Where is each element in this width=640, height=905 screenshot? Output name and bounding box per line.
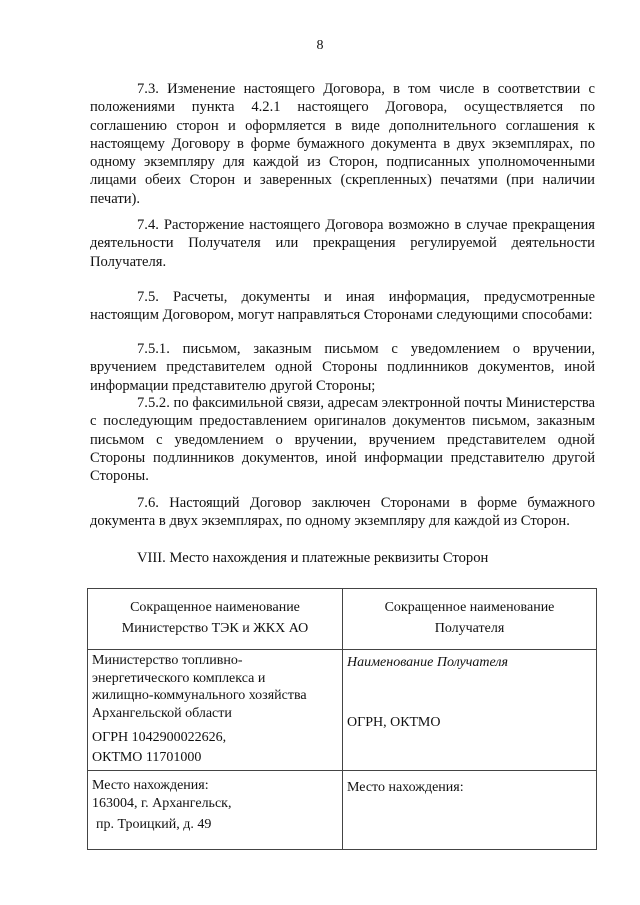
ministry-name-line-4: Архангельской области — [92, 705, 232, 721]
recipient-location-cell — [343, 771, 597, 850]
paragraph-7-5-2: 7.5.2. по факсимильной связи, адресам электронной почты Министерства с последующим предоставлением оригиналов документов письмом, заказным письмом с уведомлением о вручении, вручением представителем одной Стороны подлинников документов, иной информации представителю другой Стороны. — [90, 395, 595, 485]
table-row — [88, 589, 597, 650]
header-right-line-1: Сокращенное наименование — [384, 600, 555, 615]
paragraph-7-4: 7.4. Расторжение настоящего Договора возможно в случае прекращения деятельности Получателя или прекращения регулируемой деятельности Получателя. — [90, 217, 595, 270]
section-heading: VIII. Место нахождения и платежные реквизиты Сторон — [137, 550, 489, 566]
table-row — [88, 650, 597, 771]
table-row — [88, 771, 597, 850]
paragraph-7-5-1: 7.5.1. письмом, заказным письмом с уведомлением о вручении, вручением представителем одной Стороны подлинников документов, иной информации представителю другой Стороны; — [90, 341, 595, 394]
header-cell-ministry — [88, 589, 343, 650]
header-left-line-2: Министерство ТЭК и ЖКХ АО — [121, 620, 309, 636]
header-cell-recipient — [343, 589, 597, 650]
paragraph-7-6: 7.6. Настоящий Договор заключен Сторонами в форме бумажного документа в двух экземплярах, по одному экземпляру для каждой из Сторон. — [90, 495, 595, 530]
paragraph-7-5: 7.5. Расчеты, документы и иная информация, предусмотренные настоящим Договором, могут направляться Сторонами следующими способами: — [90, 289, 595, 324]
ministry-name-line-1: Министерство топливно- — [92, 653, 243, 668]
ministry-location-cell — [88, 771, 343, 850]
ministry-oktmo: ОКТМО 11701000 — [92, 749, 202, 765]
page-number: 8 — [316, 38, 324, 53]
header-right-line-2: Получателя — [434, 620, 505, 636]
header-left-line-1: Сокращенное наименование — [130, 600, 300, 615]
requisites-table — [87, 588, 597, 850]
recipient-name-cell — [343, 650, 597, 771]
recipient-ogrn-oktmo: ОГРН, ОКТМО — [347, 714, 441, 730]
recipient-name: Наименование Получателя — [347, 655, 509, 670]
ministry-ogrn: ОГРН 1042900022626, — [92, 730, 227, 745]
ministry-address-line-2: пр. Троицкий, д. 49 — [96, 817, 212, 832]
recipient-location-label: Место нахождения: — [347, 780, 464, 795]
ministry-name-line-2: энергетического комплекса и — [92, 670, 266, 686]
paragraph-7-3: 7.3. Изменение настоящего Договора, в том числе в соответствии с положениями пункта 4.2.1 настоящего Договора, осуществляется по соглашению сторон и оформляется в виде дополнительного соглашения к настоящему Договору в форме бумажного документа в двух экземплярах, по одному экземпляру для каждой из Сторон, подписанных уполномоченными лицами обеих Сторон и заверенных (скрепленных) печатями (при наличии печати). — [90, 81, 595, 207]
ministry-address-line-1: 163004, г. Архангельск, — [92, 795, 232, 811]
ministry-location-label: Место нахождения: — [92, 778, 209, 793]
ministry-name-cell — [88, 650, 343, 771]
ministry-name-line-3: жилищно-коммунального хозяйства — [92, 688, 307, 703]
